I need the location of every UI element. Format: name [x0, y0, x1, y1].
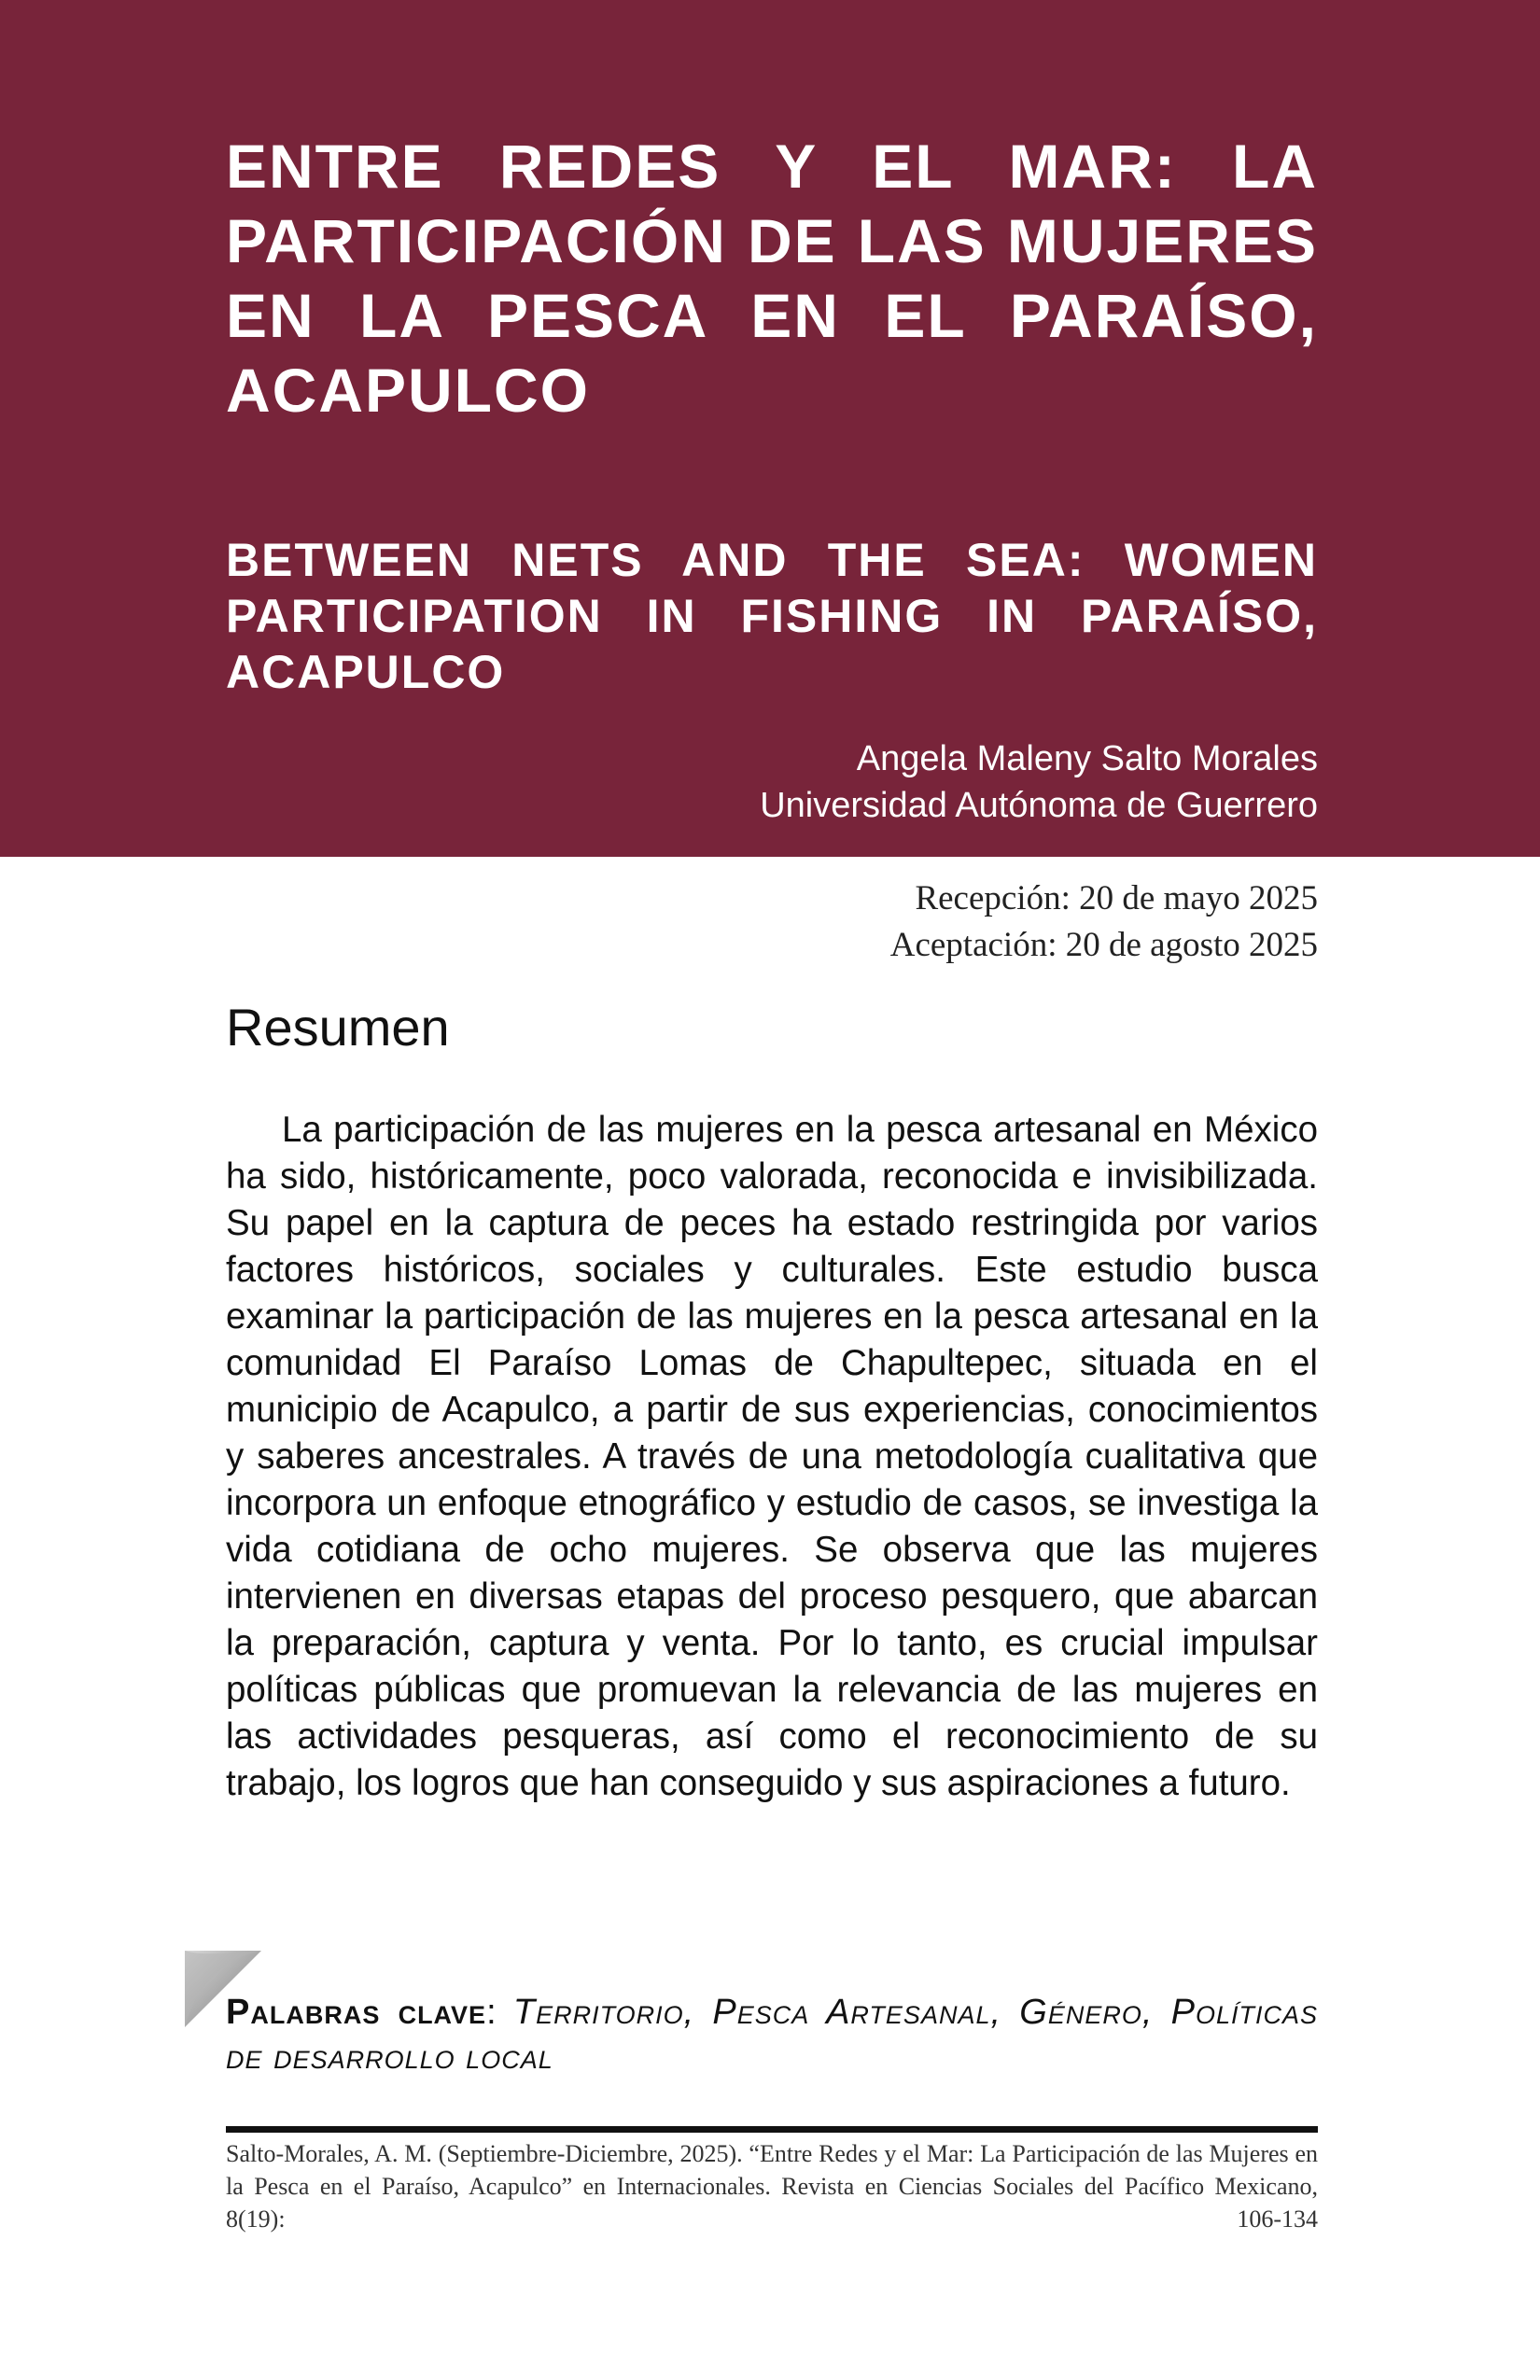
title-spanish: ENTRE REDES Y EL MAR: LA PARTICIPACIÓN DE LAS MUJERES EN LA PESCA EN EL PARAÍSO, ACAPULCO	[226, 132, 1318, 425]
received-date: Recepción: 20 de mayo 2025	[915, 879, 1318, 917]
title-banner	[0, 0, 1540, 857]
accepted-date: Aceptación: 20 de agosto 2025	[889, 926, 1318, 964]
submission-dates	[890, 875, 1318, 969]
abstract-heading: Resumen	[226, 998, 450, 1057]
author-name: Angela Maleny Salto Morales	[856, 739, 1318, 778]
abstract-text: La participación de las mujeres en la pesca artesanal en México ha sido, históricamente, poco valorada, reconocida e invisibilizada. Su papel en la captura de peces ha estado restringida por varios factores históricos, sociales y culturales. Este estudio busca examinar la participación de las mujeres en la pesca artesanal en la comunidad El Paraíso Lomas de Chapultepec, situada en el municipio de Acapulco, a partir de sus experiencias, conocimientos y saberes ancestrales. A través de una metodología cualitativa que incorpora un enfoque etnográfico y estudio de casos, se investiga la vida cotidiana de ocho mujeres. Se observa que las mujeres intervienen en diversas etapas del proceso pesquero, que abarcan la preparación, captura y venta. Por lo tanto, es crucial impulsar políticas públicas que promuevan la relevancia de las mujeres en las actividades pesqueras, así como el reconocimiento de su trabajo, los logros que han conseguido y sus aspiraciones a futuro.	[226, 1110, 1318, 1803]
citation-text: Salto-Morales, A. M. (Septiembre-Diciembre, 2025). “Entre Redes y el Mar: La Participación de las Mujeres en la Pesca en el Paraíso, Acapulco” en Internacionales. Revista en Ciencias Sociales del Pacífico Mexicano, 8(19): 106-134	[226, 2140, 1318, 2233]
keywords-list: Territorio, Pesca Artesanal, Género, Políticas de desarrollo local	[226, 1993, 1318, 2077]
author-affiliation: Universidad Autónoma de Guerrero	[760, 786, 1318, 825]
keywords-label: Palabras clave	[226, 1993, 487, 2032]
title-english: BETWEEN NETS AND THE SEA: WOMEN PARTICIPATION IN FISHING IN PARAÍSO, ACAPULCO	[226, 534, 1318, 698]
keywords-separator: :	[486, 1993, 513, 2032]
author-block	[760, 735, 1318, 829]
keywords	[226, 1990, 1318, 2079]
citation-divider	[226, 2126, 1318, 2133]
